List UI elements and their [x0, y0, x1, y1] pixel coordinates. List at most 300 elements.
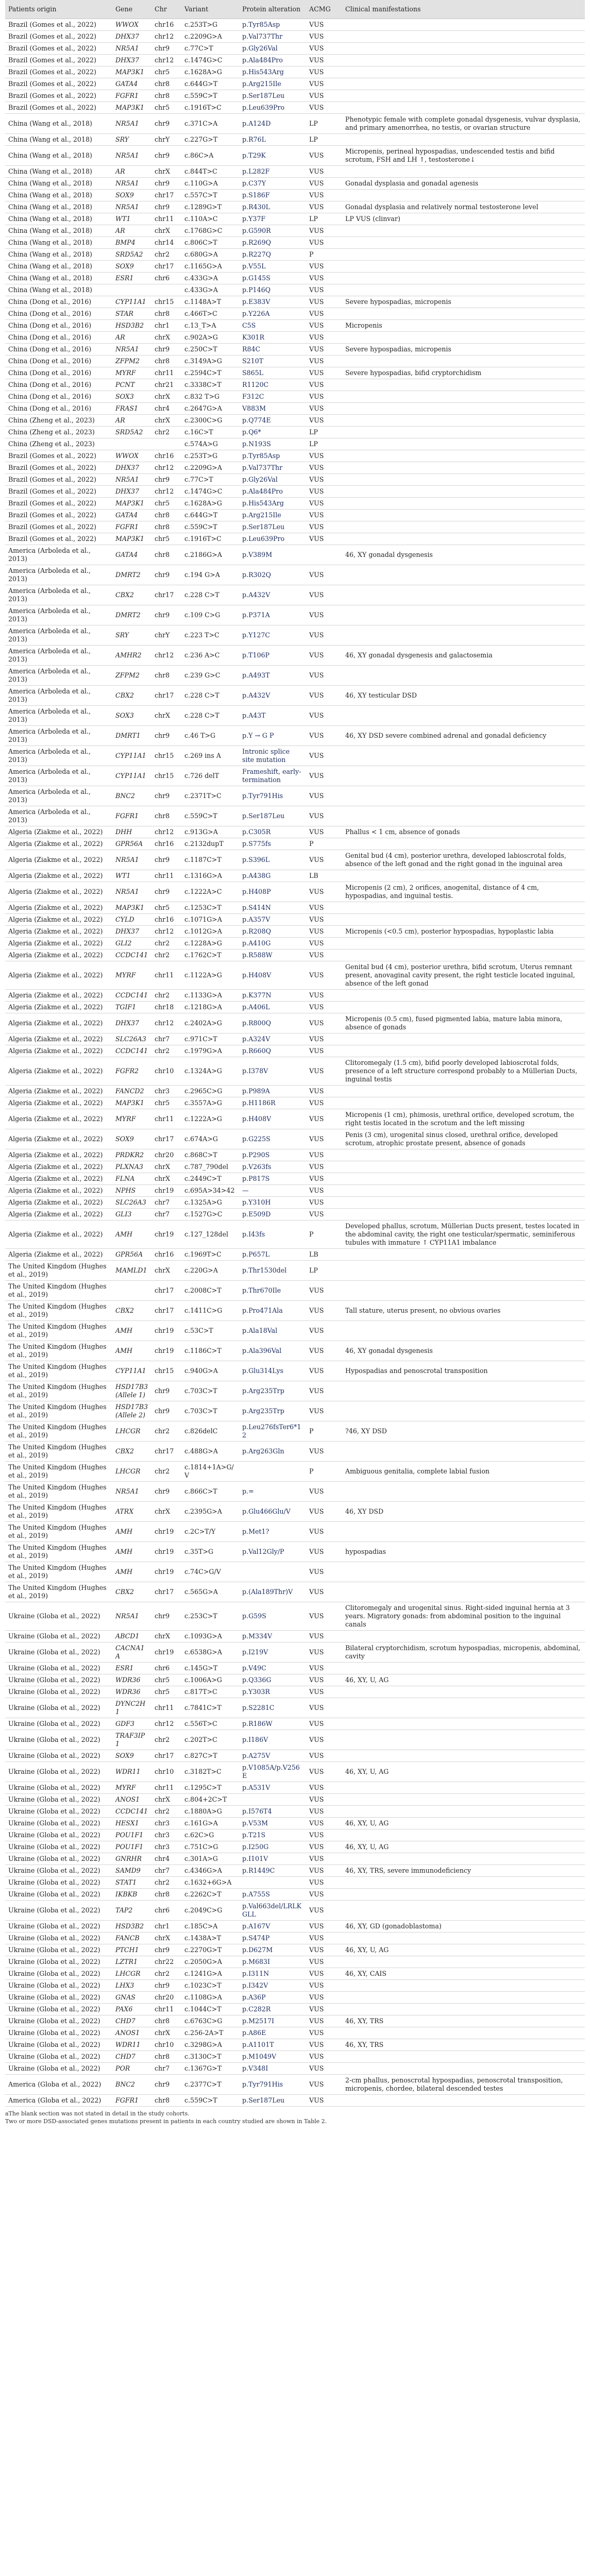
variant-cell: c.726 delT — [184, 772, 220, 779]
patients-origin-cell: Algeria (Ziakme et al., 2022) — [8, 1067, 103, 1075]
chr-cell: chrX — [155, 1507, 171, 1515]
patients-origin-cell: Ukraine (Globa et al., 2022) — [8, 1768, 100, 1775]
table-row — [5, 1401, 585, 1421]
patients-origin-cell: China (Wang et al., 2018) — [8, 179, 92, 187]
table-row — [5, 273, 585, 284]
table-row — [5, 870, 585, 882]
acmg-cell: VUS — [309, 452, 324, 460]
gene-cell: MAP3K1 — [115, 1099, 144, 1107]
variant-cell: c.2371T>C — [184, 792, 222, 800]
patients-origin-cell: The United Kingdom (Hughes et al., 2019) — [8, 1503, 107, 1519]
table-row — [5, 225, 585, 237]
clinical-manifestations-cell: Micropenis, perineal hypospadias, undescended testis and bifid scrotum, FSH and LH ↑, testosterone↓ — [345, 147, 555, 163]
patients-origin-cell: Brazil (Gomes et al., 2022) — [8, 92, 96, 99]
acmg-cell: VUS — [309, 310, 324, 317]
acmg-cell: VUS — [309, 991, 324, 999]
gene-cell: SOX9 — [115, 262, 134, 270]
variant-cell: c.703C>T — [184, 1387, 217, 1395]
gene-cell: LZTR1 — [115, 1958, 138, 1965]
acmg-cell: VUS — [309, 487, 324, 495]
clinical-manifestations-cell — [342, 1718, 585, 1730]
acmg-cell: VUS — [309, 393, 324, 400]
clinical-manifestations-cell: Genital bud (4 cm), posterior urethra, developed labioscrotal folds, absence of the left gonad and the right gonad in the inguinal area — [345, 852, 566, 868]
chr-cell: chr12 — [155, 56, 174, 64]
patients-origin-cell: The United Kingdom (Hughes et al., 2019) — [8, 1302, 107, 1318]
clinical-manifestations-cell: Tall stature, uterus present, no obvious ovaries — [345, 1307, 501, 1314]
gene-cell: DMRT1 — [115, 732, 141, 739]
gene-cell: NR5A1 — [115, 888, 139, 895]
variant-cell: c.2186G>A — [184, 551, 222, 558]
protein-alteration-cell: K301R — [242, 333, 264, 341]
clinical-manifestations-cell — [342, 870, 585, 882]
acmg-cell: VUS — [309, 1906, 324, 1914]
variant-cell: c.832 T>G — [184, 393, 220, 400]
acmg-cell: VUS — [309, 1612, 324, 1620]
clinical-manifestations-cell — [342, 1829, 585, 1841]
acmg-cell: VUS — [309, 1548, 324, 1555]
patients-origin-cell: Ukraine (Globa et al., 2022) — [8, 1752, 100, 1759]
clinical-manifestations-cell — [342, 55, 585, 66]
gene-cell: GPR56A — [115, 1250, 143, 1258]
protein-alteration-cell: p.Arg235Trp — [242, 1387, 284, 1395]
chr-cell: chr11 — [155, 872, 174, 879]
protein-alteration-cell: p.Tyr85Asp — [242, 21, 280, 28]
variant-cell: c.1093G>A — [184, 1632, 222, 1640]
chr-cell: chr7 — [155, 2064, 170, 2072]
gene-cell: CCDC141 — [115, 1807, 148, 1815]
patients-origin-cell: America (Arboleda et al., 2013) — [8, 647, 91, 663]
table-row — [5, 391, 585, 403]
gene-cell: AR — [115, 227, 125, 234]
chr-cell: chr19 — [155, 1347, 174, 1354]
table-row — [5, 2051, 585, 2063]
gene-cell: ESR1 — [115, 274, 134, 282]
chr-cell: chrX — [155, 1163, 171, 1171]
patients-origin-cell: Brazil (Gomes et al., 2022) — [8, 535, 96, 543]
table-row — [5, 1956, 585, 1968]
acmg-cell: VUS — [309, 179, 324, 187]
chr-cell: chr12 — [155, 1720, 174, 1727]
chr-cell: chr20 — [155, 1993, 174, 2001]
clinical-manifestations-cell — [342, 355, 585, 367]
chr-cell: chr15 — [155, 1367, 174, 1375]
chr-cell: chr16 — [155, 21, 174, 28]
variant-cell: c.817T>C — [184, 1688, 217, 1696]
table-row — [5, 746, 585, 766]
variant-cell: c.680G>A — [184, 250, 218, 258]
gene-cell: GDF3 — [115, 1720, 134, 1727]
protein-alteration-cell: p.Pro471Ala — [242, 1307, 283, 1314]
patients-origin-cell: America (Arboleda et al., 2013) — [8, 788, 91, 804]
acmg-cell: VUS — [309, 828, 324, 836]
gene-cell: HSD3B2 — [115, 321, 144, 329]
protein-alteration-cell: p.Y310H — [242, 1198, 271, 1206]
protein-alteration-cell: p.M1049V — [242, 2053, 277, 2060]
table-row — [5, 625, 585, 646]
patients-origin-cell: Algeria (Ziakme et al., 2022) — [8, 927, 103, 935]
patients-origin-cell: Ukraine (Globa et al., 2022) — [8, 1807, 100, 1815]
table-row — [5, 666, 585, 686]
protein-alteration-cell: p.H408V — [242, 971, 272, 979]
variant-cell: c.109 C>G — [184, 611, 221, 619]
clinical-manifestations-cell — [342, 379, 585, 391]
variant-cell: c.1148A>T — [184, 298, 222, 306]
patients-origin-cell: Brazil (Gomes et al., 2022) — [8, 464, 96, 471]
chr-cell: chr9 — [155, 44, 170, 52]
gene-cell: CBX2 — [115, 591, 134, 599]
protein-alteration-cell: p.V348I — [242, 2064, 268, 2072]
patients-origin-cell: China (Wang et al., 2018) — [8, 250, 92, 258]
gene-cell: FGFR1 — [115, 2096, 139, 2104]
variant-cell: c.559C>T — [184, 92, 217, 99]
protein-alteration-cell: p.Val737Thr — [242, 464, 283, 471]
acmg-cell: VUS — [309, 464, 324, 471]
clinical-manifestations-cell — [342, 1522, 585, 1542]
clinical-manifestations-cell: 46, XY gonadal dysgenesis — [345, 551, 433, 558]
footnote-table-2: Two or more DSD-associated genes mutations present in patients in each country studied are shown in Table 2. — [5, 2118, 327, 2125]
variant-cell: c.228 C>T — [184, 591, 220, 599]
protein-alteration-cell: p.I250G — [242, 1843, 269, 1851]
chr-cell: chr8 — [155, 551, 170, 558]
chr-cell: chr12 — [155, 487, 174, 495]
gene-cell: IKBKB — [115, 1890, 138, 1898]
patients-origin-cell: Brazil (Gomes et al., 2022) — [8, 523, 96, 531]
footnote-blank-section: aThe blank section was not stated in detail in the study cohorts. — [5, 2110, 190, 2117]
patients-origin-cell: The United Kingdom (Hughes et al., 2019) — [8, 1564, 107, 1580]
chr-cell: chr16 — [155, 916, 174, 923]
chr-cell: chr21 — [155, 381, 174, 388]
chr-cell: chr9 — [155, 203, 170, 211]
acmg-cell: VUS — [309, 611, 324, 619]
table-row — [5, 1674, 585, 1686]
clinical-manifestations-cell — [342, 1698, 585, 1718]
variant-cell: c.2647G>A — [184, 404, 222, 412]
table-row — [5, 1097, 585, 1109]
protein-alteration-cell: p.Gly26Val — [242, 44, 278, 52]
chr-cell: chr9 — [155, 1612, 170, 1620]
protein-alteration-cell: p.V53M — [242, 1819, 268, 1827]
acmg-cell: P — [309, 1467, 314, 1475]
gene-cell: STAR — [115, 310, 133, 317]
gene-cell — [112, 438, 151, 450]
gene-cell: MAP3K1 — [115, 104, 144, 111]
clinical-manifestations-cell: 46, XY gonadal dysgenesis — [345, 1347, 433, 1354]
acmg-cell: VUS — [309, 2017, 324, 2025]
gene-cell: WT1 — [115, 872, 131, 879]
patients-origin-cell: Algeria (Ziakme et al., 2022) — [8, 872, 103, 879]
acmg-cell: VUS — [309, 369, 324, 377]
chr-cell: chr9 — [155, 1407, 170, 1415]
clinical-manifestations-cell — [342, 486, 585, 498]
acmg-cell: VUS — [309, 1993, 324, 2001]
patients-origin-cell: China (Dong et al., 2016) — [8, 404, 92, 412]
chr-cell: chrX — [155, 1795, 171, 1803]
chr-cell: chr19 — [155, 1187, 174, 1194]
acmg-cell: VUS — [309, 1878, 324, 1886]
clinical-manifestations-cell — [342, 1730, 585, 1750]
table-row — [5, 1818, 585, 1829]
gene-cell: TGIF1 — [115, 1003, 137, 1011]
gene-cell: WWOX — [115, 21, 139, 28]
variant-cell: c.7841C>T — [184, 1704, 222, 1711]
protein-alteration-cell: p.Ser187Leu — [242, 92, 285, 99]
acmg-cell: VUS — [309, 1447, 324, 1455]
gene-cell: CHD7 — [115, 2053, 136, 2060]
gene-cell: TRAF3IP1 — [115, 1732, 145, 1748]
acmg-cell: LP — [309, 215, 318, 223]
patients-origin-cell: China (Wang et al., 2018) — [8, 151, 92, 159]
table-row — [5, 1197, 585, 1209]
chr-cell: chr12 — [155, 651, 174, 659]
acmg-cell: VUS — [309, 32, 324, 40]
variant-cell: c.371C>A — [184, 120, 218, 127]
protein-alteration-cell: p.Arg215Ile — [242, 80, 281, 88]
patients-origin-cell: Ukraine (Globa et al., 2022) — [8, 1890, 100, 1898]
table-row — [5, 838, 585, 850]
chr-cell: chr8 — [155, 2053, 170, 2060]
gene-cell: AMH — [115, 1347, 132, 1354]
clinical-manifestations-cell — [342, 391, 585, 403]
protein-alteration-cell: p.Q336G — [242, 1676, 272, 1684]
clinical-manifestations-cell: 46, XY, U, AG — [345, 1768, 389, 1775]
table-row — [5, 367, 585, 379]
protein-alteration-cell: S865L — [242, 369, 264, 377]
gene-cell: MAMLD1 — [115, 1266, 147, 1274]
table-row — [5, 1562, 585, 1582]
table-row — [5, 510, 585, 521]
protein-alteration-cell: p.I219V — [242, 1648, 268, 1656]
acmg-cell: VUS — [309, 1958, 324, 1965]
variant-cell: c.13_T>A — [184, 321, 216, 329]
chr-cell: chr2 — [155, 1970, 170, 1977]
clinical-manifestations-cell — [342, 31, 585, 43]
patients-origin-cell: Algeria (Ziakme et al., 2022) — [8, 904, 103, 911]
clinical-manifestations-cell — [342, 838, 585, 850]
patients-origin-cell: Brazil (Gomes et al., 2022) — [8, 452, 96, 460]
gene-cell: FGFR1 — [115, 523, 139, 531]
variant-cell: c.703C>T — [184, 1407, 217, 1415]
table-row — [5, 990, 585, 1002]
clinical-manifestations-cell — [342, 1209, 585, 1221]
chr-cell: chr9 — [155, 2080, 170, 2088]
acmg-cell: VUS — [309, 1163, 324, 1171]
table-row — [5, 1033, 585, 1045]
patients-origin-cell: Brazil (Gomes et al., 2022) — [8, 56, 96, 64]
clinical-manifestations-cell: 46, XY DSD — [345, 1507, 384, 1515]
table-row — [5, 78, 585, 90]
gene-cell: CCDC141 — [115, 1047, 148, 1055]
clinical-manifestations-cell — [342, 585, 585, 605]
acmg-cell: VUS — [309, 927, 324, 935]
patients-origin-cell: Algeria (Ziakme et al., 2022) — [8, 1250, 103, 1258]
acmg-cell: VUS — [309, 1676, 324, 1684]
table-row — [5, 806, 585, 826]
acmg-cell: VUS — [309, 1387, 324, 1395]
patients-origin-cell: Brazil (Gomes et al., 2022) — [8, 80, 96, 88]
acmg-cell: LB — [309, 1250, 318, 1258]
protein-alteration-cell: p.I101V — [242, 1855, 268, 1862]
variant-cell: c.913G>A — [184, 828, 218, 836]
gene-cell: AMHR2 — [115, 651, 142, 659]
table-row — [5, 1794, 585, 1806]
patients-origin-cell: Brazil (Gomes et al., 2022) — [8, 487, 96, 495]
variant-cell: c.253C>T — [184, 1612, 217, 1620]
protein-alteration-cell: p.A438G — [242, 872, 271, 879]
clinical-manifestations-cell: 46, XY, GD (gonadoblastoma) — [345, 1922, 442, 1930]
patients-origin-cell: Algeria (Ziakme et al., 2022) — [8, 951, 103, 959]
variant-cell: c.1880A>G — [184, 1807, 222, 1815]
protein-alteration-cell: p.C282R — [242, 2005, 271, 2013]
protein-alteration-cell: p.V389M — [242, 551, 273, 558]
protein-alteration-cell: p.Y226A — [242, 310, 270, 317]
chr-cell: chr8 — [155, 812, 170, 820]
acmg-cell: VUS — [309, 1135, 324, 1143]
acmg-cell: VUS — [309, 262, 324, 270]
table-row — [5, 1482, 585, 1502]
gene-cell: DMRT2 — [115, 611, 141, 619]
header-patients-origin: Patients origin — [5, 0, 112, 19]
table-row — [5, 1149, 585, 1161]
clinical-manifestations-cell — [342, 90, 585, 102]
protein-alteration-cell: p.Leu639Pro — [242, 104, 285, 111]
clinical-manifestations-cell — [342, 1889, 585, 1901]
gene-cell: WDR11 — [115, 2041, 141, 2048]
patients-origin-cell: Algeria (Ziakme et al., 2022) — [8, 1115, 103, 1123]
chr-cell: chr2 — [155, 1427, 170, 1435]
clinical-manifestations-cell: Bilateral cryptorchidism, scrotum hypospadias, micropenis, abdominal, cavity — [345, 1644, 581, 1660]
protein-alteration-cell — [239, 1877, 306, 1889]
chr-cell: chr2 — [155, 1878, 170, 1886]
acmg-cell: VUS — [309, 1528, 324, 1535]
gene-cell: DYNC2H1 — [115, 1700, 146, 1716]
acmg-cell: VUS — [309, 971, 324, 979]
variant-cell: c.6538G>A — [184, 1648, 222, 1656]
acmg-cell: VUS — [309, 56, 324, 64]
table-row — [5, 2004, 585, 2015]
patients-origin-cell: Ukraine (Globa et al., 2022) — [8, 1704, 100, 1711]
variant-cell: c.940G>A — [184, 1367, 218, 1375]
acmg-cell: P — [309, 840, 314, 848]
clinical-manifestations-cell — [342, 666, 585, 686]
chr-cell: chr4 — [155, 404, 170, 412]
gene-cell: HSD17B3 (Allele 2) — [115, 1403, 148, 1419]
patients-origin-cell: Brazil (Gomes et al., 2022) — [8, 21, 96, 28]
table-row — [5, 1663, 585, 1674]
clinical-manifestations-cell: Severe hypospadias, bifid cryptorchidism — [345, 369, 482, 377]
chr-cell: chr2 — [155, 951, 170, 959]
gene-cell: DHX37 — [115, 464, 140, 471]
acmg-cell: LP — [309, 120, 318, 127]
clinical-manifestations-cell — [342, 1901, 585, 1921]
chr-cell: chrX — [155, 711, 171, 719]
protein-alteration-cell: p.Tyr791His — [242, 792, 283, 800]
acmg-cell: VUS — [309, 571, 324, 579]
table-body — [5, 19, 585, 2107]
gene-cell: MYRF — [115, 1784, 136, 1791]
gene-cell: ATRX — [115, 1507, 134, 1515]
gene-cell: MAP3K1 — [115, 535, 144, 543]
protein-alteration-cell: p.His543Arg — [242, 499, 284, 507]
variant-cell: c.1222A>G — [184, 1115, 222, 1123]
clinical-manifestations-cell — [342, 1401, 585, 1421]
clinical-manifestations-cell — [342, 950, 585, 961]
variant-cell: c.194 G>A — [184, 571, 220, 579]
variant-cell: c.2132dupT — [184, 840, 224, 848]
clinical-manifestations-cell: Micropenis (1 cm), phimosis, urethral orifice, developed scrotum, the right testis located in the scrotum and the left missing — [345, 1111, 575, 1127]
protein-alteration-cell: p.G145S — [242, 274, 271, 282]
patients-origin-cell: Ukraine (Globa et al., 2022) — [8, 1819, 100, 1827]
patients-origin-cell: Algeria (Ziakme et al., 2022) — [8, 1019, 103, 1027]
chr-cell: chr9 — [155, 732, 170, 739]
chr-cell: chr2 — [155, 1467, 170, 1475]
gene-cell: DHX37 — [115, 1019, 140, 1027]
variant-cell: c.1762C>T — [184, 951, 222, 959]
protein-alteration-cell: p.H408P — [242, 888, 271, 895]
variant-cell: c.74C>G/V — [184, 1568, 221, 1575]
protein-alteration-cell: p.Ser187Leu — [242, 523, 285, 531]
variant-cell: c.1474G>C — [184, 487, 223, 495]
protein-alteration-cell: p.R1449C — [242, 1867, 275, 1874]
clinical-manifestations-cell — [342, 1002, 585, 1013]
protein-alteration-cell: p.K377N — [242, 991, 272, 999]
gene-cell: MYRF — [115, 369, 136, 377]
gene-cell: BNC2 — [115, 792, 135, 800]
protein-alteration-cell: p.A1101T — [242, 2041, 274, 2048]
variant-cell: c.1979G>A — [184, 1047, 222, 1055]
protein-alteration-cell — [239, 1562, 306, 1582]
gene-cell: GLI3 — [115, 1210, 132, 1218]
protein-alteration-cell: p.Leu276fsTer6*12 — [242, 1423, 301, 1439]
patients-origin-cell: Algeria (Ziakme et al., 2022) — [8, 1175, 103, 1182]
protein-alteration-cell: p.R302Q — [242, 571, 271, 579]
table-row — [5, 1980, 585, 1992]
acmg-cell: LP — [309, 428, 318, 436]
gene-cell: GATA4 — [115, 551, 138, 558]
clinical-manifestations-cell — [342, 1782, 585, 1794]
protein-alteration-cell: p.A124D — [242, 120, 271, 127]
clinical-manifestations-cell — [342, 2027, 585, 2039]
chr-cell: chr17 — [155, 191, 174, 199]
patients-origin-cell: China (Wang et al., 2018) — [8, 227, 92, 234]
acmg-cell: VUS — [309, 92, 324, 99]
variant-cell: c.1474G>C — [184, 56, 223, 64]
acmg-cell: VUS — [309, 151, 324, 159]
chr-cell: chr17 — [155, 691, 174, 699]
acmg-cell: VUS — [309, 1047, 324, 1055]
table-row — [5, 1889, 585, 1901]
gene-cell: MAP3K1 — [115, 904, 144, 911]
patients-origin-cell: Algeria (Ziakme et al., 2022) — [8, 1198, 103, 1206]
table-row — [5, 296, 585, 308]
chr-cell: chr8 — [155, 511, 170, 519]
gene-cell: MYRF — [115, 971, 136, 979]
chr-cell: chr11 — [155, 971, 174, 979]
variant-cell: c.3298G>A — [184, 2041, 222, 2048]
patients-origin-cell: Algeria (Ziakme et al., 2022) — [8, 1163, 103, 1171]
patients-origin-cell: The United Kingdom (Hughes et al., 2019) — [8, 1544, 107, 1560]
clinical-manifestations-cell — [342, 521, 585, 533]
table-row — [5, 1933, 585, 1944]
clinical-manifestations-cell: 46, XY, U, AG — [345, 1676, 389, 1684]
patients-origin-cell: Ukraine (Globa et al., 2022) — [8, 1946, 100, 1954]
protein-alteration-cell: p.= — [242, 1487, 254, 1495]
gene-cell: HSD17B3 (Allele 1) — [115, 1383, 148, 1399]
patients-origin-cell: China (Wang et al., 2018) — [8, 215, 92, 223]
protein-alteration-cell: R84C — [242, 345, 261, 353]
clinical-manifestations-cell — [342, 102, 585, 114]
clinical-manifestations-cell: 46, XY gonadal dysgenesis and galactosemia — [345, 651, 493, 659]
protein-alteration-cell: p.Glu466Glu/V — [242, 1507, 291, 1515]
